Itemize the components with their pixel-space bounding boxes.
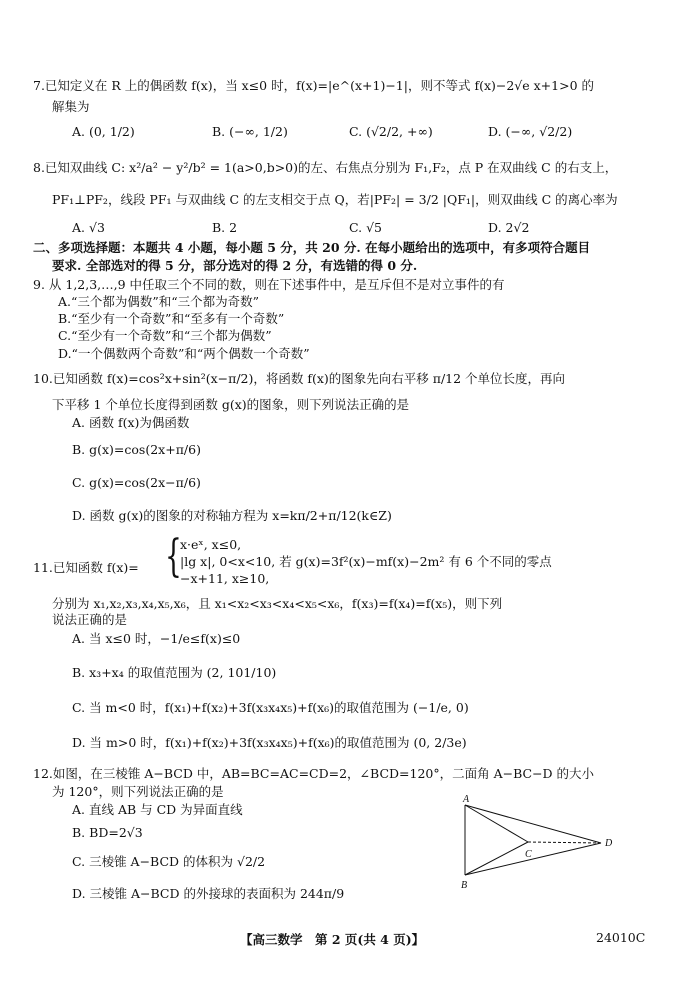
q10-option-d: D. 函数 g(x)的图象的对称轴方程为 x=kπ/2+π/12(k∈Z) xyxy=(72,508,392,523)
q12-line1: 12.如图，在三棱锥 A−BCD 中，AB=BC=AC=CD=2，∠BCD=120°，二面角 A−BC−D 的大小 xyxy=(33,766,595,781)
q11-option-c: C. 当 m<0 时，f(x₁)+f(x₂)+3f(x₃x₄x₅)+f(x₆)的取值范围为 (−1/e, 0) xyxy=(72,700,469,715)
vertex-label-b: B xyxy=(461,880,468,891)
vertex-label-c: C xyxy=(525,849,532,860)
q12-option-d: D. 三棱锥 A−BCD 的外接球的表面积为 244π/9 xyxy=(72,886,345,901)
exam-code: 24010C xyxy=(596,930,646,945)
q11-option-b: B. x₃+x₄ 的取值范围为 (2, 101/10) xyxy=(72,665,277,680)
q10-line1: 10.已知函数 f(x)=cos²x+sin²(x−π/2)，将函数 f(x)的图象先向右平移 π/12 个单位长度，再向 xyxy=(33,371,566,386)
q9-option-c: C.“至少有一个奇数”和“三个都为偶数” xyxy=(58,328,272,343)
vertex-label-d: D xyxy=(605,838,613,849)
q7-option-c: C. (√2/2, +∞) xyxy=(349,124,433,139)
vertex-label-a: A xyxy=(463,795,470,805)
q11-piece2: |lg x|, 0<x<10, 若 g(x)=3f²(x)−mf(x)−2m² 有 6 个不同的零点 xyxy=(180,554,552,569)
q11-prefix: 11.已知函数 f(x)= xyxy=(33,560,139,575)
q12-option-b: B. BD=2√3 xyxy=(72,825,143,840)
q11-brace: { xyxy=(165,531,182,582)
q11-piece1: x·eˣ, x≤0, xyxy=(180,537,242,552)
section2-heading-line2: 要求. 全部选对的得 5 分，部分选对的得 2 分，有选错的得 0 分. xyxy=(52,258,418,273)
q11-option-d: D. 当 m>0 时，f(x₁)+f(x₂)+3f(x₃x₄x₅)+f(x₆)的取值范围为 (0, 2/3e) xyxy=(72,735,467,750)
edge-ac xyxy=(465,805,528,842)
q8-option-d: D. 2√2 xyxy=(488,220,530,235)
edge-cd xyxy=(528,842,601,843)
q7-line1: 7.已知定义在 R 上的偶函数 f(x)，当 x≤0 时，f(x)=|e^(x+1)−1|，则不等式 f(x)−2√e x+1>0 的 xyxy=(33,78,595,93)
q12-option-a: A. 直线 AB 与 CD 为异面直线 xyxy=(72,802,243,817)
q12-option-c: C. 三棱锥 A−BCD 的体积为 √2/2 xyxy=(72,854,266,869)
q7-option-b: B. (−∞, 1/2) xyxy=(212,124,288,139)
q9-option-d: D.“一个偶数两个奇数”和“两个偶数一个奇数” xyxy=(58,346,310,361)
section2-heading-line1: 二、多项选择题：本题共 4 小题，每小题 5 分，共 20 分. 在每小题给出的选项中，有多项符合题目 xyxy=(33,240,591,255)
q7-option-d: D. (−∞, √2/2) xyxy=(488,124,573,139)
q8-option-a: A. √3 xyxy=(72,220,105,235)
edge-ad xyxy=(465,805,601,843)
q8-line1: 8.已知双曲线 C: x²/a² − y²/b² = 1(a>0,b>0)的左、右焦点分别为 F₁,F₂，点 P 在双曲线 C 的右支上， xyxy=(33,160,618,175)
q10-option-a: A. 函数 f(x)为偶函数 xyxy=(72,415,190,430)
q7-line2: 解集为 xyxy=(52,99,90,114)
q10-option-b: B. g(x)=cos(2x+π/6) xyxy=(72,442,201,457)
q7-option-a: A. (0, 1/2) xyxy=(72,124,135,139)
q9-stem: 9. 从 1,2,3,…,9 中任取三个不同的数，则在下述事件中，是互斥但不是对立事件的有 xyxy=(33,277,505,292)
tetrahedron-figure xyxy=(455,795,635,895)
q8-line2: PF₁⊥PF₂，线段 PF₁ 与双曲线 C 的左支相交于点 Q，若|PF₂| = 3/2 |QF₁|，则双曲线 C 的离心率为 xyxy=(52,192,618,207)
q10-option-c: C. g(x)=cos(2x−π/6) xyxy=(72,475,201,490)
q8-option-b: B. 2 xyxy=(212,220,238,235)
q9-option-a: A.“三个都为偶数”和“三个都为奇数” xyxy=(58,294,260,309)
q11-line2: 分别为 x₁,x₂,x₃,x₄,x₅,x₆，且 x₁<x₂<x₃<x₄<x₅<x₆，f(x₃)=f(x₄)=f(x₅)，则下列 xyxy=(52,596,503,611)
q11-line3: 说法正确的是 xyxy=(52,612,128,627)
q10-line2: 下平移 1 个单位长度得到函数 g(x)的图象，则下列说法正确的是 xyxy=(52,397,410,412)
edge-bd xyxy=(465,843,601,875)
q12-line2: 为 120°，则下列说法正确的是 xyxy=(52,784,224,799)
page-footer: 【高三数学 第 2 页(共 4 页)】 xyxy=(240,932,425,947)
edge-bc xyxy=(465,842,528,875)
q11-option-a: A. 当 x≤0 时，−1/e≤f(x)≤0 xyxy=(72,631,241,646)
q8-option-c: C. √5 xyxy=(349,220,382,235)
q9-option-b: B.“至少有一个奇数”和“至多有一个奇数” xyxy=(58,311,285,326)
q11-piece3: −x+11, x≥10, xyxy=(180,571,270,586)
